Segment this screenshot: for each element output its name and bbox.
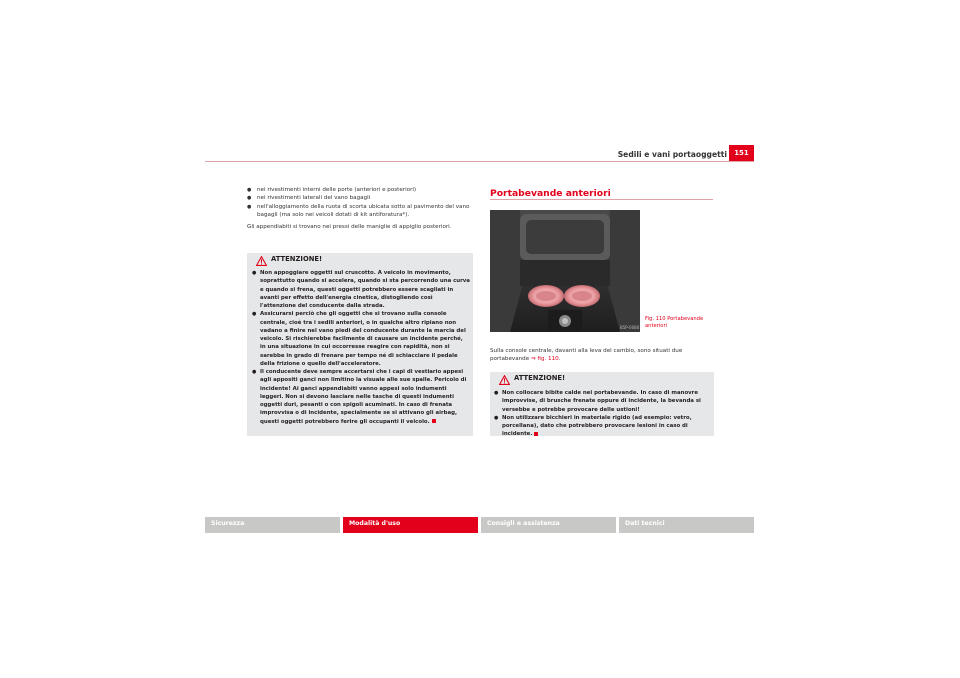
page-number: 151 bbox=[729, 145, 754, 161]
section-rule bbox=[490, 199, 713, 200]
list-item: ● nei rivestimenti interni delle porte (anteriori e posteriori) bbox=[247, 187, 417, 193]
warning-icon bbox=[256, 256, 267, 266]
paragraph: Gli appendiabiti si trovano nei pressi delle maniglie di appiglio posteriori. bbox=[247, 223, 452, 230]
figure-caption: Fig. 110 Portabevande anteriori bbox=[645, 316, 704, 329]
bullet-icon: ● bbox=[247, 187, 252, 193]
list-item: ● nei rivestimenti laterali del vano bagagli bbox=[247, 195, 371, 202]
section-title: Portabevande anteriori bbox=[490, 188, 611, 199]
figure-link[interactable]: ⇒ fig. 110 bbox=[530, 356, 559, 363]
end-marker-icon bbox=[534, 432, 538, 436]
bullet-icon: ● bbox=[247, 195, 252, 202]
bullet-icon: ● bbox=[252, 270, 257, 276]
list-item: ● Non utilizzare bicchieri in materiale rigido (ad esempio: vetro, porcellana), dato che potrebbero provocare lesioni in caso di incidente. bbox=[494, 414, 692, 438]
header-title: Sedili e vani portaoggetti bbox=[617, 150, 727, 159]
figure-code: B5P-0080 bbox=[620, 325, 640, 330]
list-item: ● Il conducente deve sempre accertarsi che i capi di vestiario appesi agli appositi ganci non limitino la visuale alle sue spalle. Pericolo di incidente! Ai ganci appendiabiti vanno appesi solo indumenti leggeri. Non si devono lasciare nelle tasche di questi indumenti oggetti duri, pesanti o con spigoli acuminati. In caso di frenata improvvisa o di incidente, specialmente se si attivano gli airbag, questi oggetti potrebbero ferire gli occupanti il veicolo. bbox=[252, 369, 467, 425]
right-paragraph: Sulla console centrale, davanti alla leva del cambio, sono situati due portabevande ⇒ fig. 110. bbox=[490, 348, 683, 363]
list-item: ● Non appoggiare oggetti sul cruscotto. A veicolo in movimento, soprattutto quando si accelera, quando si sta percorrendo una curva e quando si frena, questi oggetti potrebbero essere scagliati in avanti per effetto dell'energia cinetica, distogliendo così l'attenzione del conducente dalla strada. bbox=[252, 270, 470, 309]
warning-body bbox=[252, 269, 470, 426]
list-item: ● nell'alloggiamento della ruota di scorta ubicata sotto al pavimento del vano bagagli (ma solo nei veicoli dotati di kit antiforatura*). bbox=[247, 203, 470, 219]
warning-header bbox=[247, 253, 473, 267]
bullet-icon: ● bbox=[252, 369, 257, 375]
warning-icon bbox=[499, 375, 510, 385]
bullet-icon: ● bbox=[494, 390, 499, 396]
tab-modalita-uso[interactable]: Modalità d'uso bbox=[343, 517, 478, 533]
bullet-icon: ● bbox=[494, 414, 499, 421]
warning-title-2: ATTENZIONE! bbox=[514, 374, 566, 382]
warning-header-2 bbox=[490, 372, 714, 386]
left-column bbox=[247, 186, 474, 231]
end-marker-icon bbox=[432, 419, 436, 423]
header-rule bbox=[205, 161, 754, 162]
cupholder-photo bbox=[490, 210, 640, 332]
list-item: ● Non collocare bibite calde nei portabevande. In caso di manovre improvvise, di brusche frenate oppure di incidente, la bevanda si versebbe e potrebbe provocare delle ustioni! bbox=[494, 390, 701, 413]
warning-title: ATTENZIONE! bbox=[271, 255, 323, 263]
tab-consigli-assistenza[interactable]: Consigli e assistenza bbox=[481, 517, 616, 533]
cupholder-illustration bbox=[490, 210, 640, 332]
bullet-icon: ● bbox=[247, 203, 252, 210]
list-item: ● Assicurarsi perciò che gli oggetti che si trovano sulla console centrale, cioè tra i sedili anteriori, o in qualche altro ripiano non vadano a finire nel vano piedi del conducente durante la marcia del veicolo. Si rischierebbe facilmente di causare un incidente perché, in una situazione in cui occorresse reagire con rapidità, non si sarebbe in grado di frenare per tempo né di schiacciare il pedale della frizione o quello dell'acceleratore. bbox=[252, 311, 466, 367]
warning-body-2 bbox=[494, 389, 710, 439]
bullet-icon: ● bbox=[252, 311, 257, 318]
tab-dati-tecnici[interactable]: Dati tecnici bbox=[619, 517, 754, 533]
tab-sicurezza[interactable]: Sicurezza bbox=[205, 517, 340, 533]
